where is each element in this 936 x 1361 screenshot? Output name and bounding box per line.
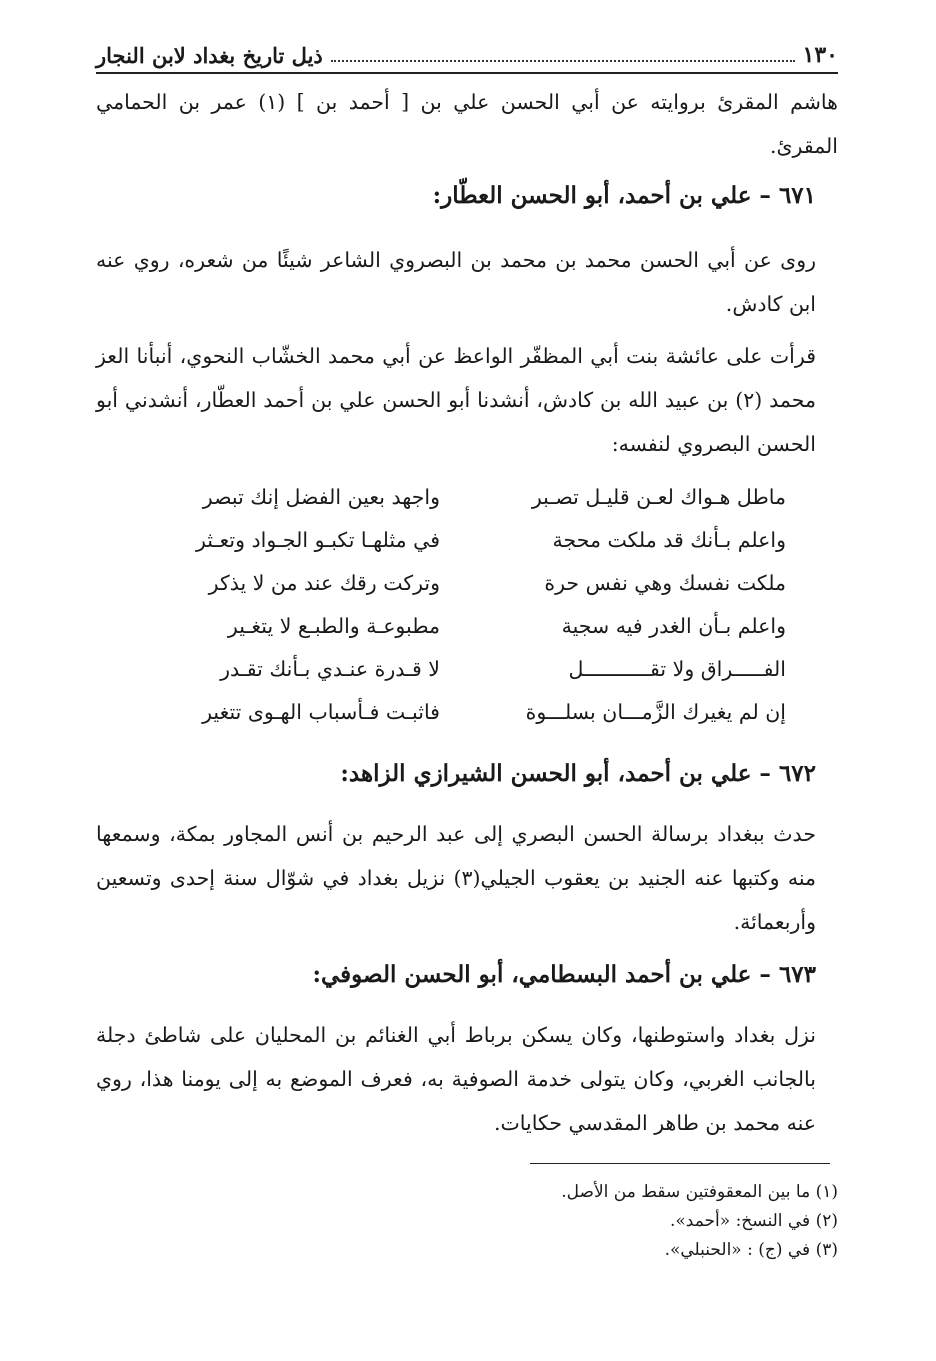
verse-second-hemistich: واجهد بعين الفضل إنك تبصر [202,485,440,509]
entry-673-heading: ٦٧٣ – علي بن أحمد البسطامي، أبو الحسن الصوفي: [312,961,816,988]
poem-verse [140,605,786,648]
entry-671-paragraph-2: قرأت على عائشة بنت أبي المظفّر الواعظ عن أبي محمد الخشّاب النحوي، أنبأنا العز محمد (٢) بن عبيد الله بن كادش، أنشدنا أبو الحسن علي بن أحمد العطّار، أنشدني أبو الحسن البصروي لنفسه: [96,344,816,456]
poem-verse [140,476,786,519]
page-number: ١٣٠ [802,42,838,68]
entry-671-heading: ٦٧١ – علي بن أحمد، أبو الحسن العطّار: [432,182,816,209]
verse-first-hemistich: واعلم بـأنك قد ملكت محجة [552,528,786,552]
verse-second-hemistich: فاثبـت فـأسباب الهـوى تتغير [202,700,440,724]
poem-verse [140,519,786,562]
verse-first-hemistich: ملكت نفسك وهي نفس حرة [544,571,786,595]
continuation-paragraph: هاشم المقرئ بروايته عن أبي الحسن علي بن [ أحمد بن ] (١) عمر بن الحمامي المقرئ. [96,90,838,158]
verse-first-hemistich: الفـــــراق ولا تقـــــــــــل [568,657,786,681]
running-title: ذيل تاريخ بغداد لابن النجار [96,42,323,68]
entry-671-paragraph-1: روى عن أبي الحسن محمد بن محمد بن البصروي الشاعر شيئًا من شعره، روي عنه ابن كادش. [96,248,816,316]
poem-verse [140,691,786,734]
verse-second-hemistich: لا قـدرة عنـدي بـأنك تقـدر [220,657,440,681]
footnote-3: (٣) في (ج) : «الحنبلي». [664,1240,838,1260]
header-dot-leader [331,48,795,62]
poem [140,476,786,734]
entry-672-paragraph: حدث ببغداد برسالة الحسن البصري إلى عبد الرحيم بن أنس المجاور بمكة، وسمعها منه وكتبها عنه الجنيد بن يعقوب الجيلي(٣) نزيل بغداد في شوّال سنة إحدى وتسعين وأربعمائة. [96,822,816,934]
verse-first-hemistich: واعلم بـأن الغدر فيه سجية [561,614,786,638]
verse-second-hemistich: وتركت رقك عند من لا يذكر [208,571,440,595]
entry-672-heading: ٦٧٢ – علي بن أحمد، أبو الحسن الشيرازي الزاهد: [340,760,816,787]
footnote-2: (٢) في النسخ: «أحمد». [669,1211,838,1231]
verse-second-hemistich: في مثلهـا تكبـو الجـواد وتعـثر [195,528,440,552]
footnote-separator [530,1163,830,1164]
footnote-1: (١) ما بين المعقوفتين سقط من الأصل. [561,1182,838,1202]
entry-673-paragraph: نزل بغداد واستوطنها، وكان يسكن برباط أبي الغنائم بن المحليان على شاطئ دجلة بالجانب الغربي، وكان يتولى خدمة الصوفية به، فعرف الموضع به إلى يومنا هذا، روي عنه محمد بن طاهر المقدسي حكايات. [96,1023,816,1135]
verse-first-hemistich: إن لم يغيرك الزَّمـــان بسلـــوة [525,700,786,724]
page-header [96,38,838,74]
verse-second-hemistich: مطبوعـة والطبـع لا يتغـير [227,614,440,638]
poem-verse [140,648,786,691]
verse-first-hemistich: ماطل هـواك لعـن قليـل تصـبر [531,485,786,509]
poem-verse [140,562,786,605]
